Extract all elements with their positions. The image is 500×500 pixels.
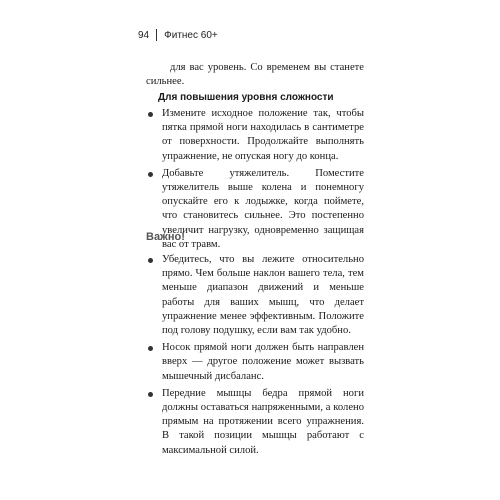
header-divider [156,29,157,41]
list-item [146,107,364,164]
bullet-icon [148,258,153,263]
list-item-text: Измените исходное положение так, чтобы пятка прямой ноги находилась в сантиметре от поверхности. Продолжайте выполнять упражнение, не опуская ногу до конца. [162,108,364,162]
list-item [146,253,364,338]
bullet-icon [148,392,153,397]
important-list [146,253,364,461]
list-item [146,341,364,384]
important-heading: Важно! [146,231,185,243]
bullet-icon [148,346,153,351]
running-header [138,29,218,41]
list-item-text: Убедитесь, что вы лежите относительно прямо. Чем больше наклон вашего тела, тем меньше диапазон движений и меньше работы для ваших мышц, что делает упражнение менее эффективным. Положите под голову подушку, если вам так удобно. [162,254,364,337]
page-number: 94 [138,29,150,41]
list-item-text: Добавьте утяжелитель. Поместите утяжелитель выше колена и понемногу опускайте его к лодыжке, когда поймете, что становитесь сильнее. Это постепенно увеличит нагрузку, одновременно защищая вас от травм. [162,167,364,250]
list-item-text: Носок прямой ноги должен быть направлен вверх — другое положение может вызвать мышечный дисбаланс. [162,342,364,382]
continuation-paragraph: для вас уровень. Со временем вы станете сильнее. [146,62,364,88]
book-title: Фитнес 60+ [164,29,218,41]
list-item [146,387,364,458]
bullet-icon [148,112,153,117]
list-item-text: Передние мышцы бедра прямой ноги должны оставаться напряженными, а колено прямым на протяжении всего упражнения. В такой позиции мышцы работают с максимальной силой. [162,387,364,456]
difficulty-subheading: Для повышения уровня сложности [158,92,334,103]
bullet-icon [148,172,153,177]
